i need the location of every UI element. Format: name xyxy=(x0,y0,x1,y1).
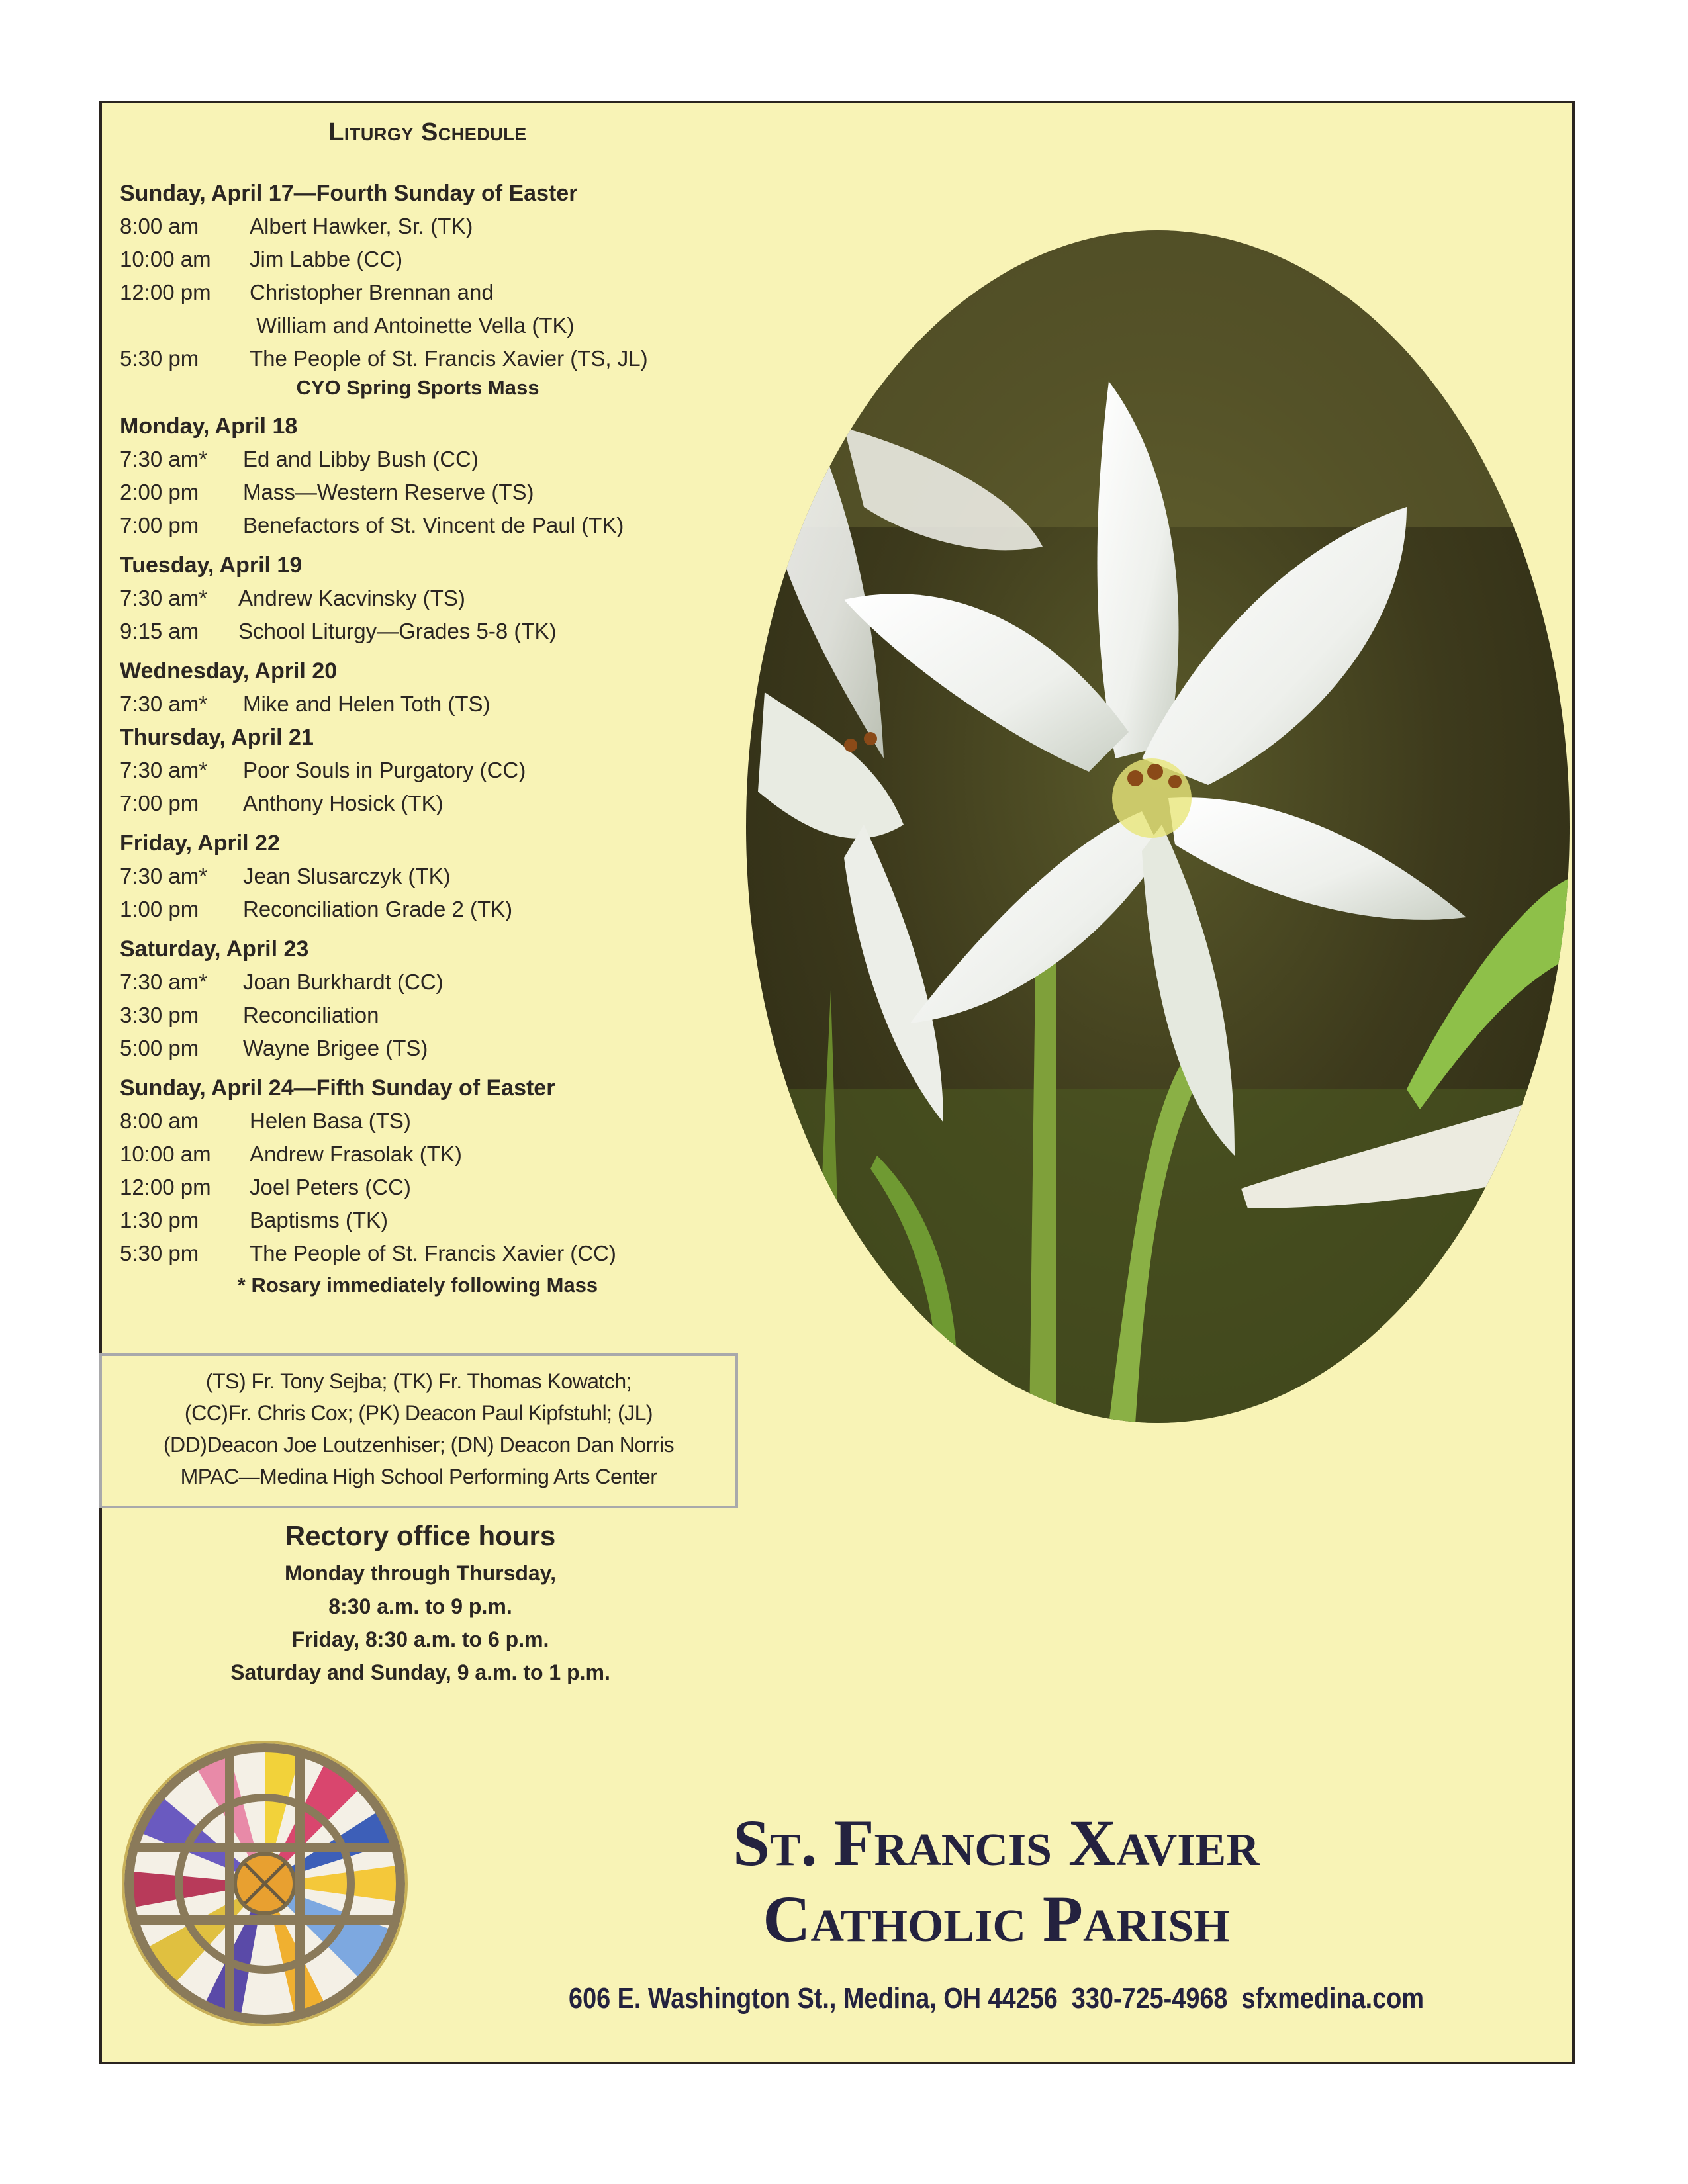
mass-entry xyxy=(120,1105,755,1138)
mass-time: 7:30 am* xyxy=(120,758,208,782)
mass-intention: Joan Burkhardt (CC) xyxy=(243,970,444,994)
mass-time: 3:30 pm xyxy=(120,1003,199,1027)
mass-intention: Poor Souls in Purgatory (CC) xyxy=(243,758,526,782)
day-heading: Tuesday, April 19 xyxy=(120,553,303,578)
mass-entry xyxy=(120,1138,755,1171)
easter-lily-photo xyxy=(745,229,1571,1424)
mass-intention: Helen Basa (TS) xyxy=(250,1109,411,1133)
mass-entry xyxy=(120,443,755,476)
mass-time: 8:00 am xyxy=(120,1109,199,1133)
mass-entry xyxy=(120,243,755,276)
day-wednesday xyxy=(120,655,755,721)
rectory-line: Monday through Thursday, xyxy=(284,1561,557,1585)
mass-time: 7:30 am* xyxy=(120,970,208,994)
mass-intention: Mike and Helen Toth (TS) xyxy=(243,692,491,716)
mass-intention: Jim Labbe (CC) xyxy=(250,247,403,271)
mass-entry xyxy=(120,688,755,721)
mass-intention: William and Antoinette Vella (TK) xyxy=(256,313,575,338)
mass-intention: Albert Hawker, Sr. (TK) xyxy=(250,214,473,238)
mass-time: 9:15 am xyxy=(120,619,199,643)
schedule-title: Liturgy Schedule xyxy=(328,118,527,146)
mass-entry xyxy=(120,787,755,820)
rectory-line: Friday, 8:30 a.m. to 6 p.m. xyxy=(291,1627,549,1651)
day-sunday-april-24 xyxy=(120,1071,755,1300)
mass-entry xyxy=(120,754,755,787)
parish-address-contact: 606 E. Washington St., Medina, OH 44256 330-725-4968 sfxmedina.com xyxy=(569,1982,1424,2015)
day-monday xyxy=(120,410,755,542)
mass-entry xyxy=(120,1171,755,1204)
mass-entry xyxy=(120,476,755,509)
legend-line: (TS) Fr. Tony Sejba; (TK) Fr. Thomas Kowatch; xyxy=(205,1369,632,1393)
stained-glass-window-logo xyxy=(119,1738,410,2029)
cyo-note: CYO Spring Sports Mass xyxy=(296,376,539,399)
parish-name-line-1: St. Francis Xavier xyxy=(733,1806,1260,1880)
mass-time: 7:30 am* xyxy=(120,586,208,610)
legend-line: (DD)Deacon Joe Loutzenhiser; (DN) Deacon Dan Norris xyxy=(163,1433,675,1457)
legend-line: MPAC—Medina High School Performing Arts Center xyxy=(180,1465,657,1488)
mass-time: 5:00 pm xyxy=(120,1036,199,1060)
mass-time: 5:30 pm xyxy=(120,346,199,371)
mass-intention: The People of St. Francis Xavier (TS, JL) xyxy=(250,346,648,371)
day-tuesday xyxy=(120,549,755,648)
mass-entry xyxy=(120,276,755,309)
day-heading: Wednesday, April 20 xyxy=(120,659,338,684)
mass-intention: Anthony Hosick (TK) xyxy=(243,791,444,815)
rectory-line: 8:30 a.m. to 9 p.m. xyxy=(328,1594,512,1618)
mass-time: 10:00 am xyxy=(120,1142,211,1166)
mass-intention: Mass—Western Reserve (TS) xyxy=(243,480,534,504)
legend-line: (CC)Fr. Chris Cox; (PK) Deacon Paul Kipfstuhl; (JL) xyxy=(184,1401,653,1425)
mass-entry xyxy=(120,966,755,999)
mass-entry xyxy=(120,342,755,375)
day-heading: Friday, April 22 xyxy=(120,831,280,856)
mass-entry xyxy=(120,999,755,1032)
day-heading: Sunday, April 24—Fifth Sunday of Easter xyxy=(120,1075,555,1101)
day-thursday xyxy=(120,721,755,820)
mass-time: 12:00 pm xyxy=(120,280,211,304)
mass-intention: Reconciliation xyxy=(243,1003,379,1027)
mass-time: 7:00 pm xyxy=(120,513,199,537)
mass-intention: Joel Peters (CC) xyxy=(250,1175,411,1199)
rectory-heading: Rectory office hours xyxy=(285,1520,556,1551)
mass-entry xyxy=(120,210,755,243)
day-heading: Monday, April 18 xyxy=(120,414,298,439)
mass-entry xyxy=(120,615,755,648)
mass-intention: School Liturgy—Grades 5-8 (TK) xyxy=(238,619,557,643)
mass-intention: Andrew Kacvinsky (TS) xyxy=(238,586,465,610)
day-heading: Saturday, April 23 xyxy=(120,936,309,962)
mass-intention: Benefactors of St. Vincent de Paul (TK) xyxy=(243,513,624,537)
day-sunday-april-17 xyxy=(120,177,755,403)
mass-time: 1:00 pm xyxy=(120,897,199,921)
mass-time: 7:30 am* xyxy=(120,447,208,471)
mass-time: 10:00 am xyxy=(120,247,211,271)
day-heading: Sunday, April 17—Fourth Sunday of Easter xyxy=(120,181,578,206)
celebrant-legend xyxy=(99,1353,738,1508)
mass-intention: Jean Slusarczyk (TK) xyxy=(243,864,451,888)
day-saturday xyxy=(120,933,755,1065)
mass-entry xyxy=(120,860,755,893)
mass-intention: Baptisms (TK) xyxy=(250,1208,389,1232)
mass-intention: Christopher Brennan and xyxy=(250,280,494,304)
mass-intention: The People of St. Francis Xavier (CC) xyxy=(250,1241,616,1265)
mass-time: 8:00 am xyxy=(120,214,199,238)
mass-entry xyxy=(120,1237,755,1270)
mass-time: 5:30 pm xyxy=(120,1241,199,1265)
mass-time: 7:00 pm xyxy=(120,791,199,815)
mass-entry xyxy=(120,509,755,542)
mass-time: 2:00 pm xyxy=(120,480,199,504)
mass-entry-continuation xyxy=(120,309,755,342)
mass-entry xyxy=(120,1204,755,1237)
mass-intention: Reconciliation Grade 2 (TK) xyxy=(243,897,513,921)
mass-intention: Andrew Frasolak (TK) xyxy=(250,1142,462,1166)
parish-name-line-2: Catholic Parish xyxy=(763,1882,1230,1956)
rectory-hours xyxy=(159,1516,682,1689)
day-friday xyxy=(120,827,755,926)
day-heading: Thursday, April 21 xyxy=(120,725,314,750)
mass-time: 7:30 am* xyxy=(120,692,208,716)
mass-time: 12:00 pm xyxy=(120,1175,211,1199)
mass-entry xyxy=(120,582,755,615)
mass-intention: Ed and Libby Bush (CC) xyxy=(243,447,479,471)
rosary-footnote: * Rosary immediately following Mass xyxy=(237,1273,598,1297)
mass-time: 1:30 pm xyxy=(120,1208,199,1232)
mass-entry xyxy=(120,893,755,926)
mass-intention: Wayne Brigee (TS) xyxy=(243,1036,428,1060)
rectory-line: Saturday and Sunday, 9 a.m. to 1 p.m. xyxy=(230,1661,610,1684)
mass-time: 7:30 am* xyxy=(120,864,208,888)
mass-entry xyxy=(120,1032,755,1065)
